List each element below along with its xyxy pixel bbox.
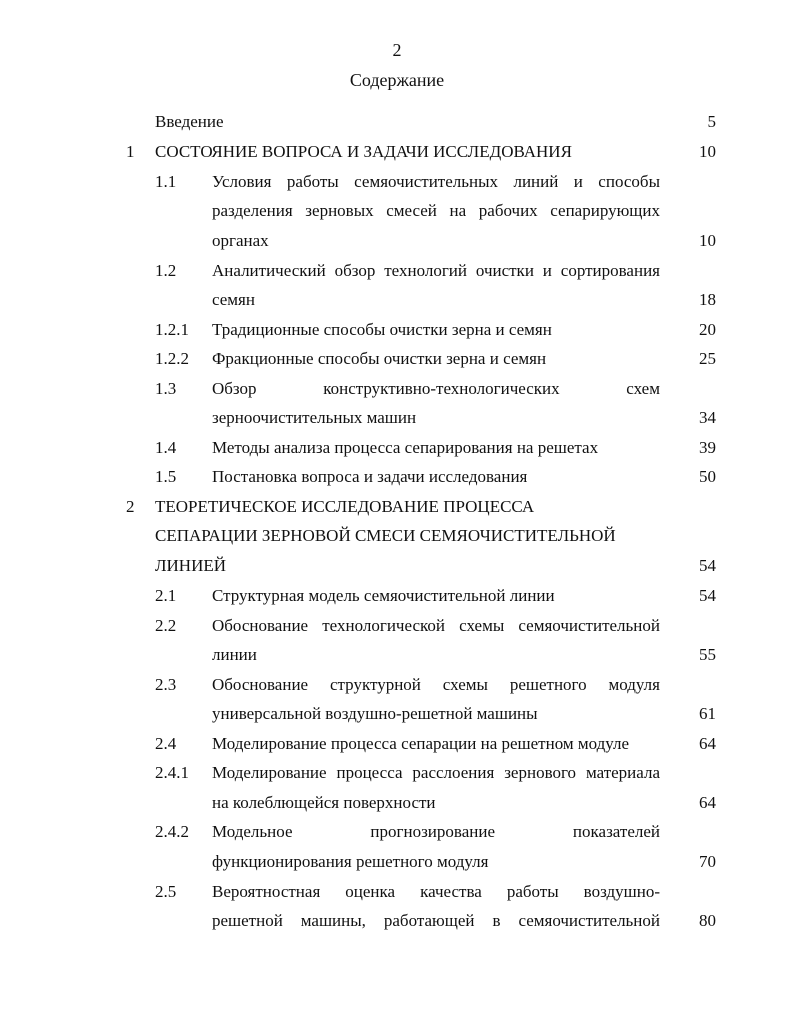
toc-s241-number: 2.4.1 <box>155 763 189 782</box>
toc-s21-page: 54 <box>699 586 716 605</box>
toc-s122-page: 25 <box>699 349 716 368</box>
toc-ch2-page: 54 <box>699 556 716 575</box>
toc-s25-line2: решетной машины, работающей в семяочистительной <box>212 911 660 930</box>
toc-s242-number: 2.4.2 <box>155 822 189 841</box>
toc-ch1-number: 1 <box>126 142 135 161</box>
toc-s14-title: Методы анализа процесса сепарирования на решетах <box>212 438 599 457</box>
toc-s11-line1: Условия работы семяочистительных линий и способы <box>212 172 660 191</box>
page-title: Содержание <box>349 70 445 90</box>
toc-s25-line1: Вероятностная оценка качества работы воздушно- <box>212 882 660 901</box>
toc-s242-page: 70 <box>699 852 716 871</box>
toc-s25-page: 80 <box>699 911 716 930</box>
toc-ch1-page: 10 <box>699 142 716 161</box>
toc-s122-number: 1.2.2 <box>155 349 189 368</box>
toc-ch2-number: 2 <box>126 497 135 516</box>
toc-s13-line1: Обзор конструктивно-технологических схем <box>212 379 660 398</box>
toc-s13-line2: зерноочистительных машин <box>212 408 417 427</box>
toc-s21-number: 2.1 <box>155 586 177 605</box>
toc-s241-line2: на колеблющейся поверхности <box>212 793 436 812</box>
toc-s15-title: Постановка вопроса и задачи исследования <box>212 467 528 486</box>
toc-s241-line1: Моделирование процесса расслоения зернового материала <box>212 763 660 782</box>
toc-s22-number: 2.2 <box>155 616 177 635</box>
toc-s12-line2: семян <box>212 290 255 309</box>
toc-s242-line2: функционирования решетного модуля <box>212 852 489 871</box>
toc-s12-page: 18 <box>699 290 716 309</box>
toc-s13-number: 1.3 <box>155 379 177 398</box>
toc-s23-line1: Обоснование структурной схемы решетного модуля <box>212 675 660 694</box>
toc-s14-page: 39 <box>699 438 716 457</box>
toc-s23-number: 2.3 <box>155 675 177 694</box>
toc-s121-page: 20 <box>699 320 716 339</box>
toc-s11-line3: органах <box>212 231 269 250</box>
toc-s24-page: 64 <box>699 734 716 753</box>
toc-intro-page: 5 <box>707 112 716 131</box>
toc-s22-line1: Обоснование технологической схемы семяочистительной <box>212 616 660 635</box>
toc-ch2-line1: ТЕОРЕТИЧЕСКОЕ ИССЛЕДОВАНИЕ ПРОЦЕССА <box>155 497 535 516</box>
toc-s25-number: 2.5 <box>155 882 177 901</box>
toc-ch2-line2: СЕПАРАЦИИ ЗЕРНОВОЙ СМЕСИ СЕМЯОЧИСТИТЕЛЬНОЙ <box>155 526 616 545</box>
toc-s121-number: 1.2.1 <box>155 320 189 339</box>
toc-s24-title: Моделирование процесса сепарации на решетном модуле <box>212 734 630 753</box>
toc-s15-number: 1.5 <box>155 467 177 486</box>
toc-s12-line1: Аналитический обзор технологий очистки и сортирования <box>212 261 660 280</box>
toc-s24-number: 2.4 <box>155 734 177 753</box>
toc-s21-title: Структурная модель семяочистительной линии <box>212 586 555 605</box>
toc-s11-line2: разделения зерновых смесей на рабочих сепарирующих <box>212 201 660 220</box>
toc-s22-page: 55 <box>699 645 716 664</box>
toc-s241-page: 64 <box>699 793 716 812</box>
toc-s22-line2: линии <box>212 645 257 664</box>
toc-intro-label: Введение <box>155 112 224 131</box>
toc-s11-number: 1.1 <box>155 172 177 191</box>
toc-ch2-line3: ЛИНИЕЙ <box>155 556 227 575</box>
toc-s122-title: Фракционные способы очистки зерна и семян <box>212 349 547 368</box>
page-number: 2 <box>392 40 402 60</box>
toc-s15-page: 50 <box>699 467 716 486</box>
toc-s23-page: 61 <box>699 704 716 723</box>
toc-s242-line1: Модельное прогнозирование показателей <box>212 822 660 841</box>
toc-s11-page: 10 <box>699 231 716 250</box>
toc-s23-line2: универсальной воздушно-решетной машины <box>212 704 538 723</box>
toc-s12-number: 1.2 <box>155 261 177 280</box>
toc-s13-page: 34 <box>699 408 716 427</box>
toc-s121-title: Традиционные способы очистки зерна и семян <box>212 320 552 339</box>
toc-ch1-title: СОСТОЯНИЕ ВОПРОСА И ЗАДАЧИ ИССЛЕДОВАНИЯ <box>155 142 572 161</box>
toc-s14-number: 1.4 <box>155 438 177 457</box>
